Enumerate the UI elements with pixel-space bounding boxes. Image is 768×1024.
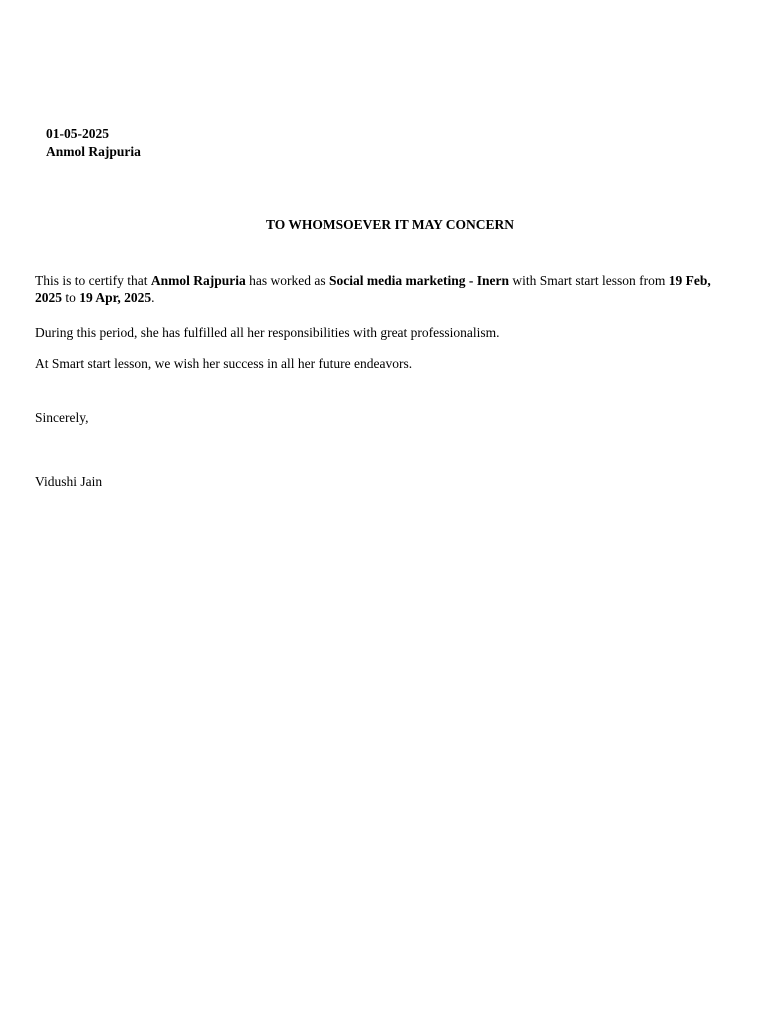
letter-heading: TO WHOMSOEVER IT MAY CONCERN (265, 217, 515, 232)
wishes-paragraph: At Smart start lesson, we wish her success in all her future endeavors. (35, 356, 413, 371)
employee-name: Anmol Rajpuria (150, 273, 246, 288)
certification-paragraph (35, 273, 725, 306)
p1-mid2: with Smart start lesson from (508, 273, 669, 288)
end-date: 19 Apr, 2025 (79, 289, 152, 305)
role-title: Social media marketing - Inern (328, 273, 509, 288)
p1-prefix: This is to certify that (35, 273, 151, 288)
letter-date: 01-05-2025 (46, 126, 109, 141)
p1-end: . (151, 289, 155, 305)
signer-name: Vidushi Jain (35, 474, 103, 489)
letter-header (46, 125, 141, 161)
closing-salutation: Sincerely, (35, 410, 89, 425)
recipient-name: Anmol Rajpuria (46, 144, 141, 159)
responsibility-paragraph: During this period, she has fulfilled all her responsibilities with great professionalism. (35, 325, 500, 340)
p1-mid3: to (62, 289, 80, 305)
p1-mid1: has worked as (245, 273, 329, 288)
start-date: 19 Feb, 2025 (35, 273, 711, 305)
